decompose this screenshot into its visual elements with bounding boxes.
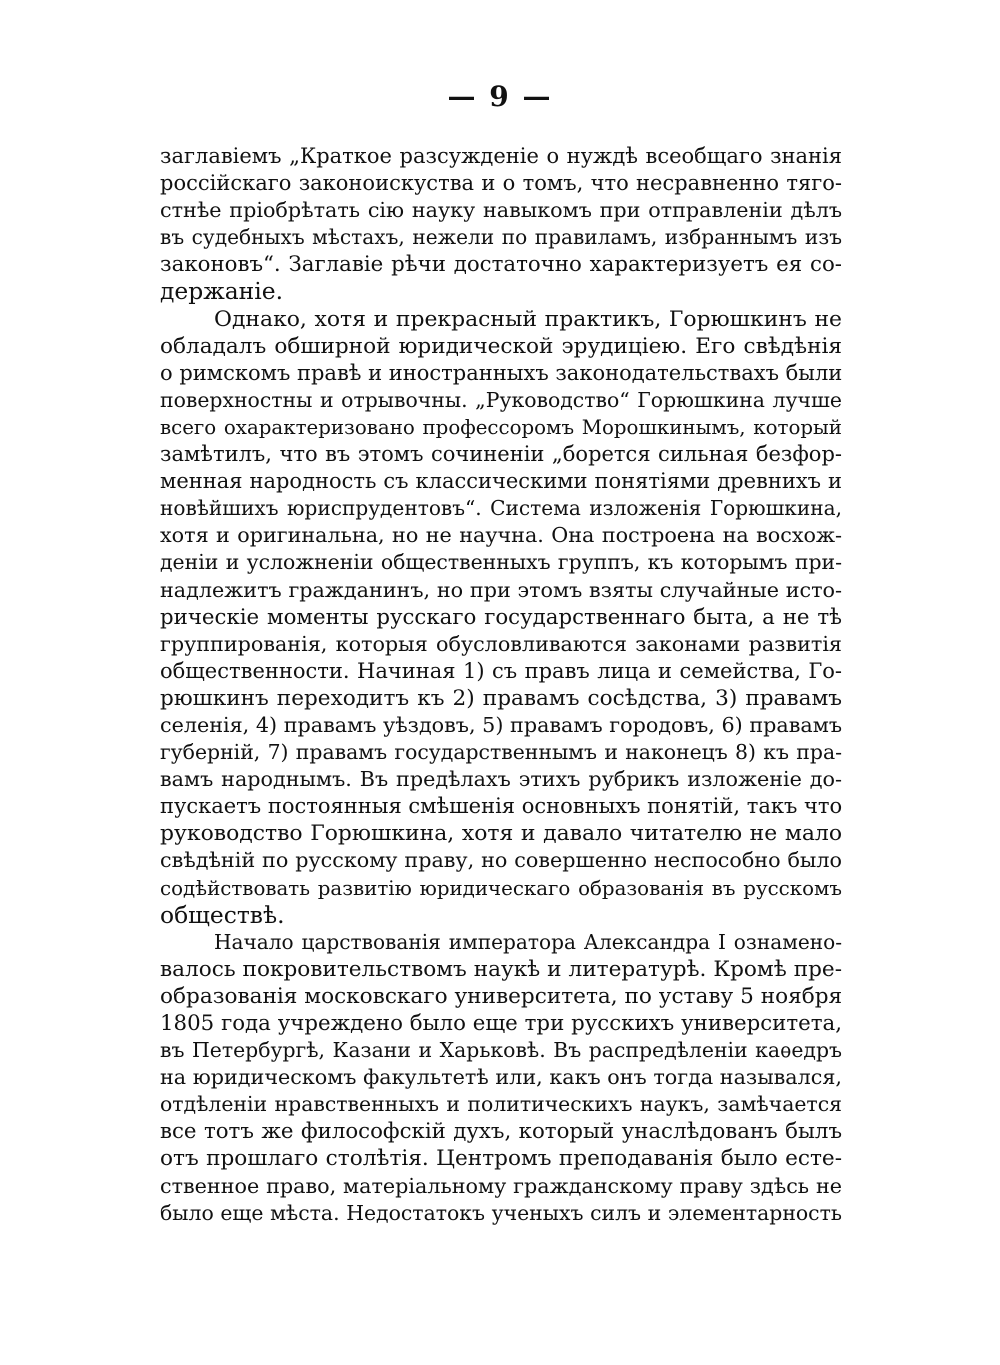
text-line: деніи и усложненіи общественныхъ группъ, къ которымъ при-	[160, 550, 842, 575]
text-line: россійскаго законоискуства и о томъ, что несравненно тяго-	[160, 171, 842, 196]
text-line: хотя и оригинальна, но не научна. Она построена на восхож-	[160, 523, 842, 548]
text-line: образованія московскаго университета, по уставу 5 ноября	[160, 983, 843, 1009]
text-line: обладалъ обширной юридической эрудиціею. Его свѣдѣнія	[160, 333, 842, 359]
text-line: рюшкинъ переходитъ къ 2) правамъ сосѣдства, 3) правамъ	[160, 685, 842, 711]
text-line: вамъ народнымъ. Въ предѣлахъ этихъ рубрикъ изложеніе до-	[160, 767, 842, 792]
text-line: замѣтилъ, что въ этомъ сочиненіи „борется сильная безфор-	[160, 442, 842, 467]
text-line: заглавіемъ „Краткое разсужденіе о нуждѣ всеобщаго знанія	[160, 144, 842, 168]
text-line: ственное право, матеріальному гражданскому праву здѣсь не	[160, 1173, 842, 1198]
text-line: въ судебныхъ мѣстахъ, нежели по правиламъ, избраннымъ изъ	[160, 225, 842, 250]
text-line: все тотъ же философскій духъ, который унаслѣдованъ былъ	[160, 1119, 842, 1145]
page-number: — 9 —	[447, 80, 553, 113]
text-line: рическіе моменты русскаго государственнаго быта, а не тѣ	[160, 604, 842, 630]
text-line: поверхностны и отрывочны. „Руководство“ Горюшкина лучше	[160, 387, 842, 412]
text-line: отъ прошлаго столѣтія. Центромъ преподаванія было есте-	[160, 1146, 842, 1172]
text-line: обществѣ.	[160, 900, 285, 929]
text-line: стнѣе пріобрѣтать сію науку навыкомъ при отправленіи дѣлъ	[160, 198, 842, 223]
text-line: пускаетъ постоянныя смѣшенія основныхъ понятій, такъ что	[160, 794, 843, 819]
text-line: законовъ“. Заглавіе рѣчи достаточно характеризуетъ ея со-	[160, 252, 842, 278]
text-line: губерній, 7) правамъ государственнымъ и наконецъ 8) къ пра-	[160, 740, 842, 765]
text-line: руководство Горюшкина, хотя и давало читателю не мало	[160, 821, 842, 847]
text-line: на юридическомъ факультетѣ или, какъ онъ тогда назывался,	[160, 1065, 842, 1090]
text-line: всего охарактеризовано профессоромъ Морошкинымъ, который	[160, 415, 842, 439]
text-line: менная народность съ классическими понятіями древнихъ и	[160, 469, 842, 494]
text-line: общественности. Начиная 1) съ правъ лица и семейства, Го-	[160, 658, 842, 683]
text-line: надлежитъ гражданинъ, но при этомъ взяты случайные исто-	[160, 577, 842, 602]
text-line: о римскомъ правѣ и иностранныхъ законодательствахъ были	[160, 360, 843, 385]
text-line: въ Петербургѣ, Казани и Харьковѣ. Въ распредѣленіи каѳедръ	[160, 1038, 842, 1063]
text-line: новѣйшихъ юриспрудентовъ“. Система изложенія Горюшкина,	[160, 496, 842, 521]
text-line: держаніе.	[160, 277, 284, 306]
text-line: валось покровительствомъ наукѣ и литературѣ. Кромѣ пре-	[160, 956, 842, 982]
text-line: было еще мѣста. Недостатокъ ученыхъ силъ и элементарность	[160, 1200, 842, 1225]
text-line: Однако, хотя и прекрасный практикъ, Горюшкинъ не	[214, 306, 842, 332]
text-line: селенія, 4) правамъ уѣздовъ, 5) правамъ городовъ, 6) правамъ	[160, 712, 842, 737]
text-line: свѣдѣній по русскому праву, но совершенно неспособно было	[160, 848, 842, 873]
text-line: группированія, которыя обусловливаются законами развитія	[160, 631, 842, 656]
text-line: 1805 года учреждено было еще три русскихъ университета,	[160, 1011, 842, 1036]
text-line: отдѣленіи нравственныхъ и политическихъ наукъ, замѣчается	[160, 1092, 842, 1117]
text-line: содѣйствовать развитію юридическаго образованія въ русскомъ	[160, 876, 842, 900]
text-line: Начало царствованія императора Александра I ознамено-	[214, 929, 842, 954]
body-text	[160, 143, 842, 1227]
